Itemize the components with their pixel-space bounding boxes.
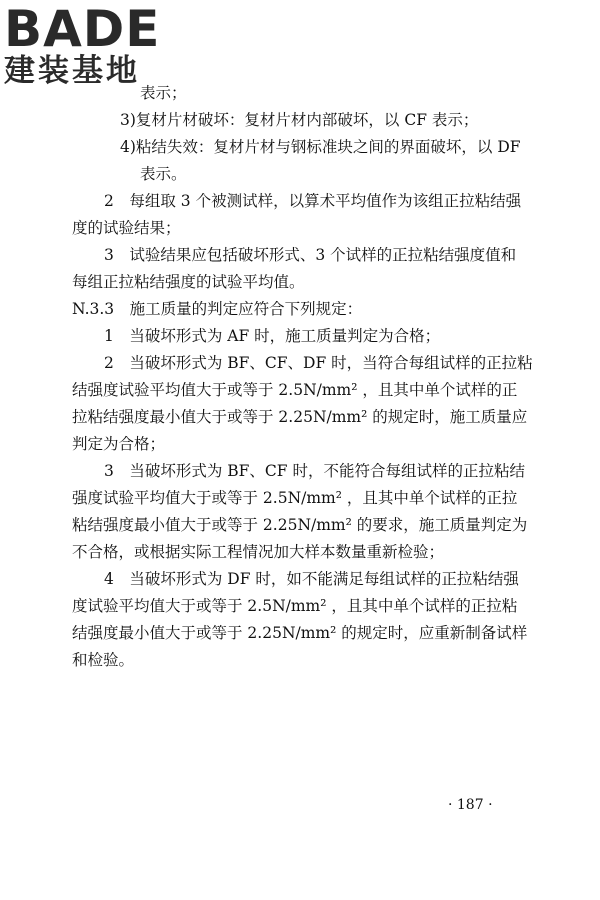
text-line: 不合格，或根据实际工程情况加大样本数量重新检验； xyxy=(72,543,445,561)
text-line: 度试验平均值大于或等于 2.5N/mm² ，且其中单个试样的正拉粘 xyxy=(72,597,518,615)
text-line: 结强度试验平均值大于或等于 2.5N/mm² ，且其中单个试样的正 xyxy=(72,381,518,399)
text-line: 4 当破坏形式为 DF 时，如不能满足每组试样的正拉粘结强 xyxy=(104,570,519,588)
text-line: 3)复材片材破坏：复材片材内部破坏，以 CF 表示； xyxy=(120,111,479,129)
logo-brand: BADE xyxy=(4,0,161,58)
text-line: 2 每组取 3 个被测试样，以算术平均值作为该组正拉粘结强 xyxy=(104,192,522,210)
text-line: 3 当破坏形式为 BF、CF 时，不能符合每组试样的正拉粘结 xyxy=(104,462,525,480)
bade-logo xyxy=(4,2,179,88)
text-line: 3 试验结果应包括破坏形式、3 个试样的正拉粘结强度值和 xyxy=(104,246,517,264)
text-line: 和检验。 xyxy=(72,651,135,669)
page-number: · 187 · xyxy=(448,797,493,813)
logo-subtitle: 建装基地 xyxy=(4,53,140,89)
section-heading: N.3.3 施工质量的判定应符合下列规定： xyxy=(72,300,363,318)
text-line: 表示； xyxy=(140,84,187,102)
text-line: 强度试验平均值大于或等于 2.5N/mm² ，且其中单个试样的正拉 xyxy=(72,489,518,507)
text-line: 度的试验结果； xyxy=(72,219,181,237)
text-line: 表示。 xyxy=(140,165,187,183)
text-line: 粘结强度最小值大于或等于 2.25N/mm² 的要求，施工质量判定为 xyxy=(72,516,528,534)
text-line: 2 当破坏形式为 BF、CF、DF 时，当符合每组试样的正拉粘 xyxy=(104,354,533,372)
text-line: 1 当破坏形式为 AF 时，施工质量判定为合格； xyxy=(104,327,441,345)
text-line: 拉粘结强度最小值大于或等于 2.25N/mm² 的规定时，施工质量应 xyxy=(72,408,528,426)
text-line: 每组正拉粘结强度的试验平均值。 xyxy=(72,273,305,291)
text-line: 结强度最小值大于或等于 2.25N/mm² 的规定时，应重新制备试样 xyxy=(72,624,528,642)
text-line: 判定为合格； xyxy=(72,435,166,453)
text-line: 4)粘结失效：复材片材与钢标准块之间的界面破坏，以 DF xyxy=(120,138,521,156)
